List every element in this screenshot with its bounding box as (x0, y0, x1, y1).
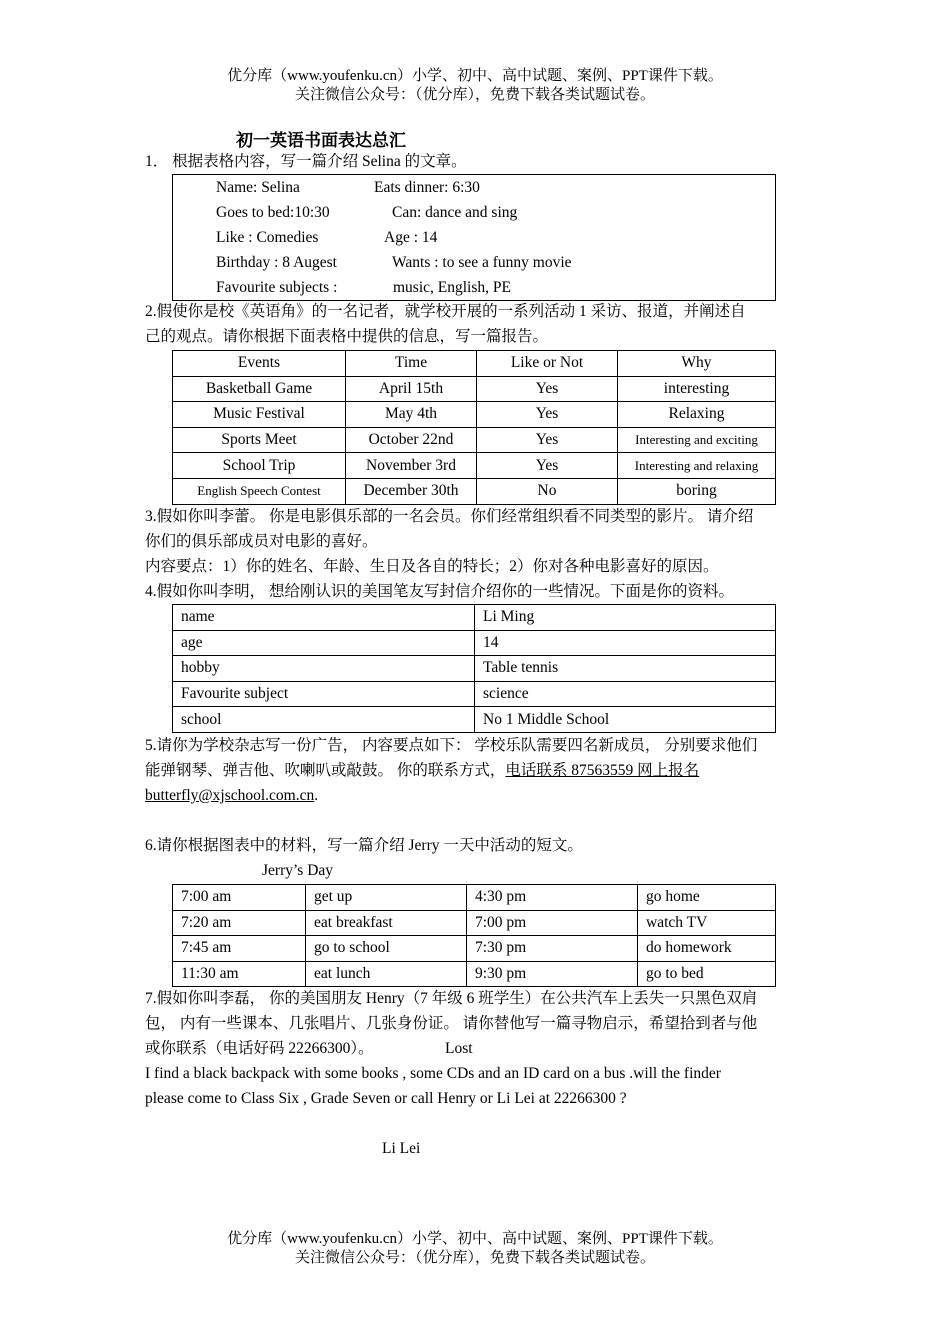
q1-cell: music, English, PE (393, 279, 511, 296)
table-cell: November 3rd (346, 453, 477, 479)
q5-line2 (145, 758, 807, 783)
table-cell: name (173, 605, 475, 631)
table-cell: Interesting and exciting (618, 427, 776, 453)
table-cell: Yes (477, 453, 618, 479)
table-cell: go home (638, 885, 776, 911)
table-cell: 7:30 pm (467, 936, 638, 962)
q7-answer-line2: please come to Class Six , Grade Seven or call Henry or Li Lei at 22266300 ? (145, 1090, 627, 1107)
table-cell: 7:20 am (173, 910, 306, 936)
table-cell: No (477, 478, 618, 504)
table-cell: May 4th (346, 402, 477, 428)
table-cell: Music Festival (173, 402, 346, 428)
q1-cell: Name: Selina (216, 179, 300, 196)
table-cell: Table tennis (475, 656, 776, 682)
table-cell: boring (618, 478, 776, 504)
page-header-line1: 优分库（www.youfenku.cn）小学、初中、高中试题、案例、PPT课件下载。 (227, 68, 723, 84)
table-cell: age (173, 630, 475, 656)
table-cell: Favourite subject (173, 681, 475, 707)
table-cell: April 15th (346, 376, 477, 402)
table-cell: go to school (306, 936, 467, 962)
table-row (173, 402, 776, 428)
table-cell: 14 (475, 630, 776, 656)
table-header-cell: Why (618, 351, 776, 377)
q2-events-table (172, 350, 776, 505)
q5-period: . (314, 787, 319, 804)
q4-prompt: 4.假如你叫李明， 想给刚认识的美国笔友写封信介绍你的一些情况。下面是你的资料。 (145, 583, 735, 600)
table-cell: 11:30 am (173, 961, 306, 987)
table-row (173, 707, 776, 733)
page-title: 初一英语书面表达总汇 (236, 131, 406, 150)
table-row (173, 656, 776, 682)
table-cell: Relaxing (618, 402, 776, 428)
table-cell: 7:00 am (173, 885, 306, 911)
table-cell: go to bed (638, 961, 776, 987)
table-cell: interesting (618, 376, 776, 402)
table-cell: 4:30 pm (467, 885, 638, 911)
q1-cell: Goes to bed:10:30 (216, 204, 330, 221)
q7-answer-line1: I find a black backpack with some books , some CDs and an ID card on a bus .will the finder (145, 1065, 721, 1082)
table-header-cell: Time (346, 351, 477, 377)
table-cell: watch TV (638, 910, 776, 936)
q5-contact-email[interactable]: butterfly@xjschool.com.cn (145, 787, 315, 804)
q3-line1: 3.假如你叫李蕾。 你是电影俱乐部的一名会员。你们经常组织看不同类型的影片。 请介绍 (145, 508, 754, 525)
q7-signature: Li Lei (382, 1140, 421, 1157)
table-cell: No 1 Middle School (475, 707, 776, 733)
table-header-cell: Events (173, 351, 346, 377)
table-row (173, 961, 776, 987)
q7-line3-text: 或你联系（电话好码 22266300）。 (145, 1040, 374, 1057)
table-header-row (173, 351, 776, 377)
q1-cell: Like : Comedies (216, 229, 319, 246)
table-cell: English Speech Contest (173, 478, 346, 504)
table-cell: School Trip (173, 453, 346, 479)
table-cell: Yes (477, 376, 618, 402)
q1-info-box (172, 174, 776, 301)
q5-line3 (145, 783, 807, 808)
table-row (173, 910, 776, 936)
q1-cell: Wants : to see a funny movie (392, 254, 572, 271)
q5-contact-phone: 电话联系 87563559 网上报名 (505, 762, 700, 779)
q7-line3 (145, 1036, 807, 1061)
table-row (173, 427, 776, 453)
table-header-cell: Like or Not (477, 351, 618, 377)
table-cell: October 22nd (346, 427, 477, 453)
table-cell: eat lunch (306, 961, 467, 987)
table-cell: Li Ming (475, 605, 776, 631)
table-cell: get up (306, 885, 467, 911)
q1-prompt: 1． 根据表格内容，写一篇介绍 Selina 的文章。 (145, 153, 467, 170)
table-row (173, 630, 776, 656)
page-footer-line1: 优分库（www.youfenku.cn）小学、初中、高中试题、案例、PPT课件下载。 (227, 1231, 723, 1247)
q4-profile-table (172, 604, 776, 733)
q5-line1: 5.请你为学校杂志写一份广告， 内容要点如下： 学校乐队需要四名新成员， 分别要求他们 (145, 737, 758, 754)
table-row (173, 681, 776, 707)
q1-cell: Can: dance and sing (392, 204, 518, 221)
table-cell: eat breakfast (306, 910, 467, 936)
table-cell: Basketball Game (173, 376, 346, 402)
q3-line2: 你们的俱乐部成员对电影的喜好。 (145, 533, 378, 550)
q1-cell: Favourite subjects : (216, 279, 338, 296)
table-cell: Yes (477, 427, 618, 453)
q2-prompt-line2: 己的观点。请你根据下面表格中提供的信息，写一篇报告。 (145, 328, 549, 345)
page-footer-line2: 关注微信公众号：（优分库），免费下载各类试题试卷。 (294, 1250, 655, 1266)
table-cell: Yes (477, 402, 618, 428)
q6-caption: Jerry’s Day (262, 862, 334, 879)
q3-line3: 内容要点：1）你的姓名、年龄、生日及各自的特长；2）你对各种电影喜好的原因。 (145, 558, 719, 575)
table-cell: do homework (638, 936, 776, 962)
table-cell: December 30th (346, 478, 477, 504)
q2-prompt-line1: 2.假使你是校《英语角》的一名记者，就学校开展的一系列活动 1 采访、报道，并阐述自 (145, 303, 746, 320)
q1-cell: Eats dinner: 6:30 (374, 179, 480, 196)
table-cell: 7:00 pm (467, 910, 638, 936)
table-cell: Sports Meet (173, 427, 346, 453)
table-cell: 9:30 pm (467, 961, 638, 987)
q5-line2-text: 能弹钢琴、弹吉他、吹喇叭或敲鼓。 你的联系方式， (145, 762, 506, 779)
table-cell: Interesting and relaxing (618, 453, 776, 479)
q1-cell: Age : 14 (384, 229, 438, 246)
table-row (173, 376, 776, 402)
table-cell: school (173, 707, 475, 733)
q7-lost-title: Lost (445, 1040, 473, 1057)
table-cell: 7:45 am (173, 936, 306, 962)
q6-schedule-table (172, 884, 776, 987)
table-row (173, 453, 776, 479)
table-row (173, 885, 776, 911)
table-cell: hobby (173, 656, 475, 682)
table-row (173, 478, 776, 504)
table-row (173, 936, 776, 962)
q7-line1: 7.假如你叫李磊， 你的美国朋友 Henry（7 年级 6 班学生）在公共汽车上丢失一只黑色双肩 (145, 990, 758, 1007)
q6-prompt: 6.请你根据图表中的材料，写一篇介绍 Jerry 一天中活动的短文。 (145, 837, 583, 854)
table-cell: science (475, 681, 776, 707)
table-row (173, 605, 776, 631)
q7-line2: 包， 内有一些课本、几张唱片、几张身份证。 请你替他写一篇寻物启示，希望拾到者与他 (145, 1015, 758, 1032)
q1-cell: Birthday : 8 Augest (216, 254, 337, 271)
page-header-line2: 关注微信公众号：（优分库），免费下载各类试题试卷。 (294, 87, 655, 103)
